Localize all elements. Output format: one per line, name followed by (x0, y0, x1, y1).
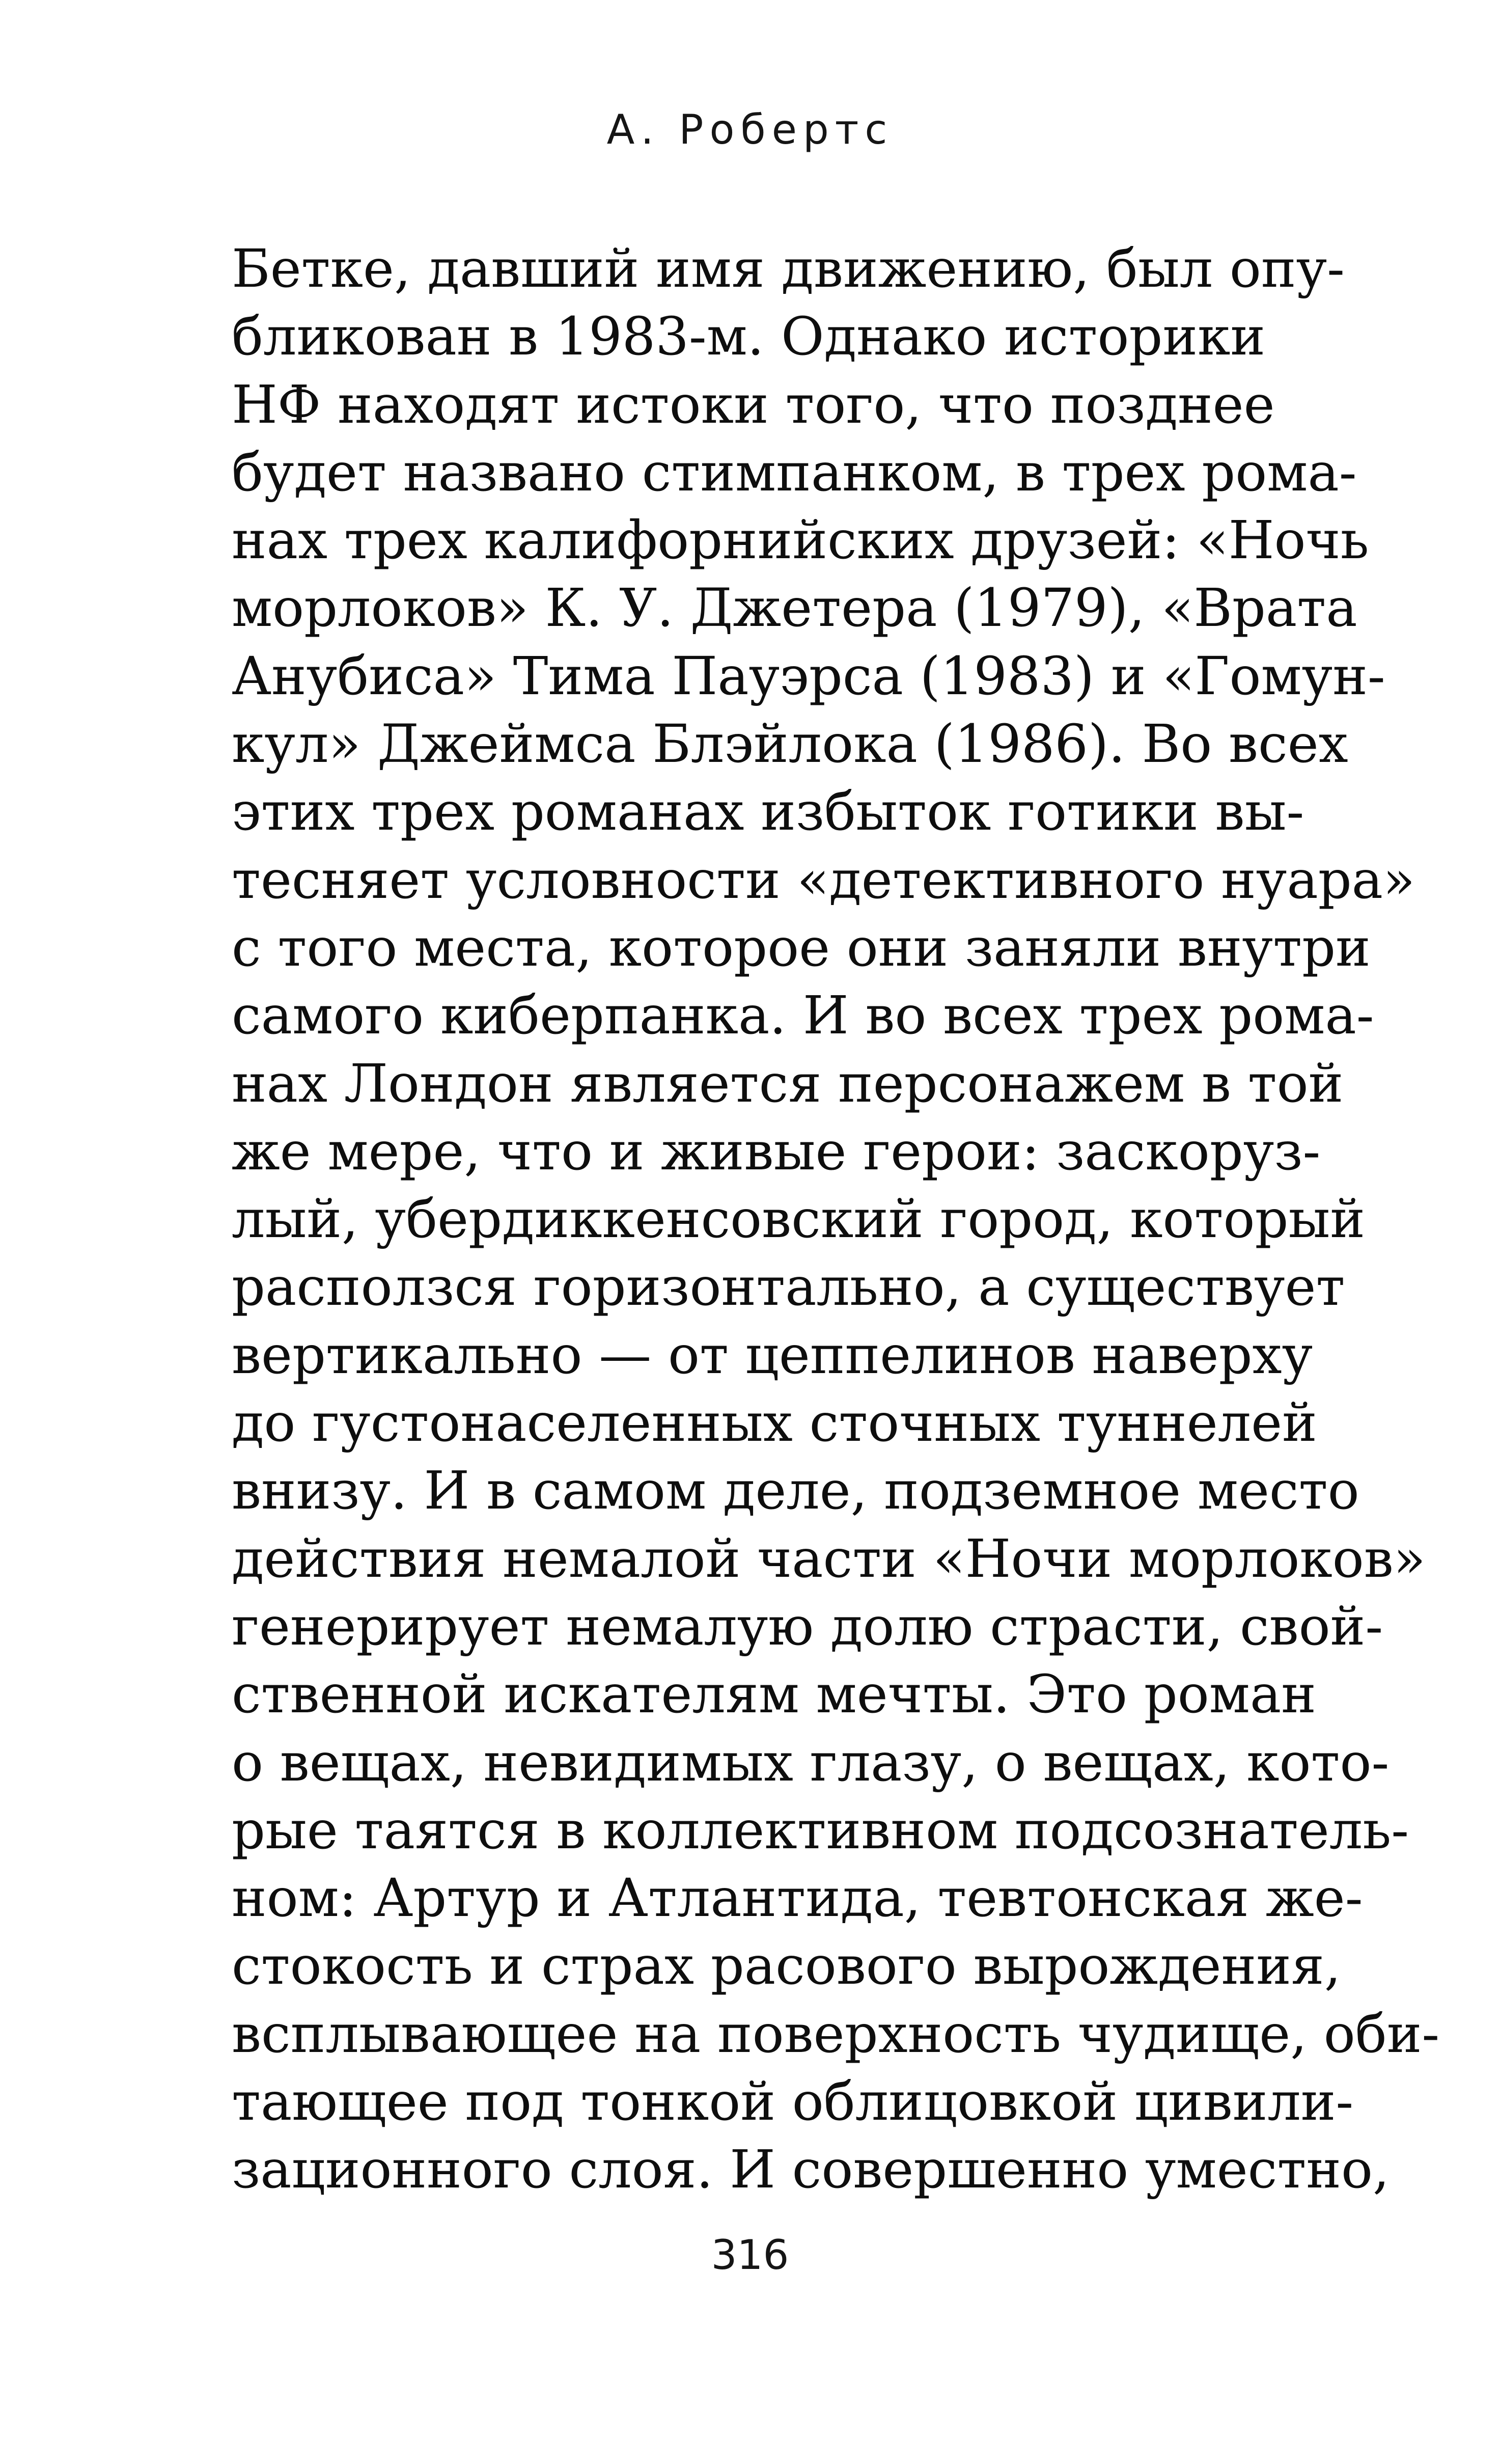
text-line: до густонаселенных сточных туннелей (232, 1392, 1317, 1454)
text-line: нах Лондон является персонажем в той (232, 1053, 1344, 1114)
text-line: будет названо стимпанком, в трех рома- (232, 442, 1357, 503)
text-line: лый, убердиккенсовский город, который (232, 1189, 1366, 1250)
text-line: вертикально — от цеппелинов наверху (232, 1324, 1313, 1386)
text-line: морлоков» К. У. Джетера (1979), «Врата (232, 578, 1357, 639)
text-line: рые таятся в коллективном подсознатель- (232, 1799, 1409, 1861)
text-line: всплывающее на поверхность чудище, оби- (232, 2003, 1440, 2065)
page-number: 316 (711, 2231, 789, 2279)
text-line: Бетке, давший имя движению, был опу- (232, 238, 1345, 299)
text-line: ном: Артур и Атлантида, тевтонская же- (232, 1868, 1363, 1929)
text-line: расползся горизонтально, а существует (232, 1256, 1345, 1318)
body-text (232, 235, 1440, 2204)
text-line: с того места, которое они заняли внутри (232, 917, 1371, 978)
text-line: этих трех романах избыток готики вы- (232, 781, 1304, 843)
text-line: Анубиса» Тима Пауэрса (1983) и «Гомун- (232, 645, 1385, 707)
text-line: внизу. И в самом деле, подземное место (232, 1460, 1359, 1522)
text-line: же мере, что и живые герои: заскоруз- (232, 1120, 1321, 1182)
text-line: нах трех калифорнийских друзей: «Ночь (232, 510, 1369, 571)
text-line: НФ находят истоки того, что позднее (232, 374, 1275, 435)
text-line: генерирует немалую долю страсти, свой- (232, 1596, 1383, 1657)
text-line: тающее под тонкой облицовкой цивили- (232, 2071, 1354, 2133)
text-line: стокость и страх расового вырождения, (232, 1935, 1341, 1997)
text-line: тесняет условности «детективного нуара» (232, 849, 1415, 911)
text-line: ственной искателям мечты. Это роман (232, 1664, 1316, 1726)
text-line: бликован в 1983-м. Однако историки (232, 306, 1265, 368)
text-line: действия немалой части «Ночи морлоков» (232, 1528, 1426, 1590)
text-line: самого киберпанка. И во всех трех рома- (232, 985, 1374, 1047)
text-line: зационного слоя. И совершенно уместно, (232, 2139, 1390, 2201)
text-line: о вещах, невидимых глазу, о вещах, кото- (232, 1732, 1390, 1793)
running-head: А. Робертс (606, 106, 894, 153)
text-line: кул» Джеймса Блэйлока (1986). Во всех (232, 714, 1348, 775)
